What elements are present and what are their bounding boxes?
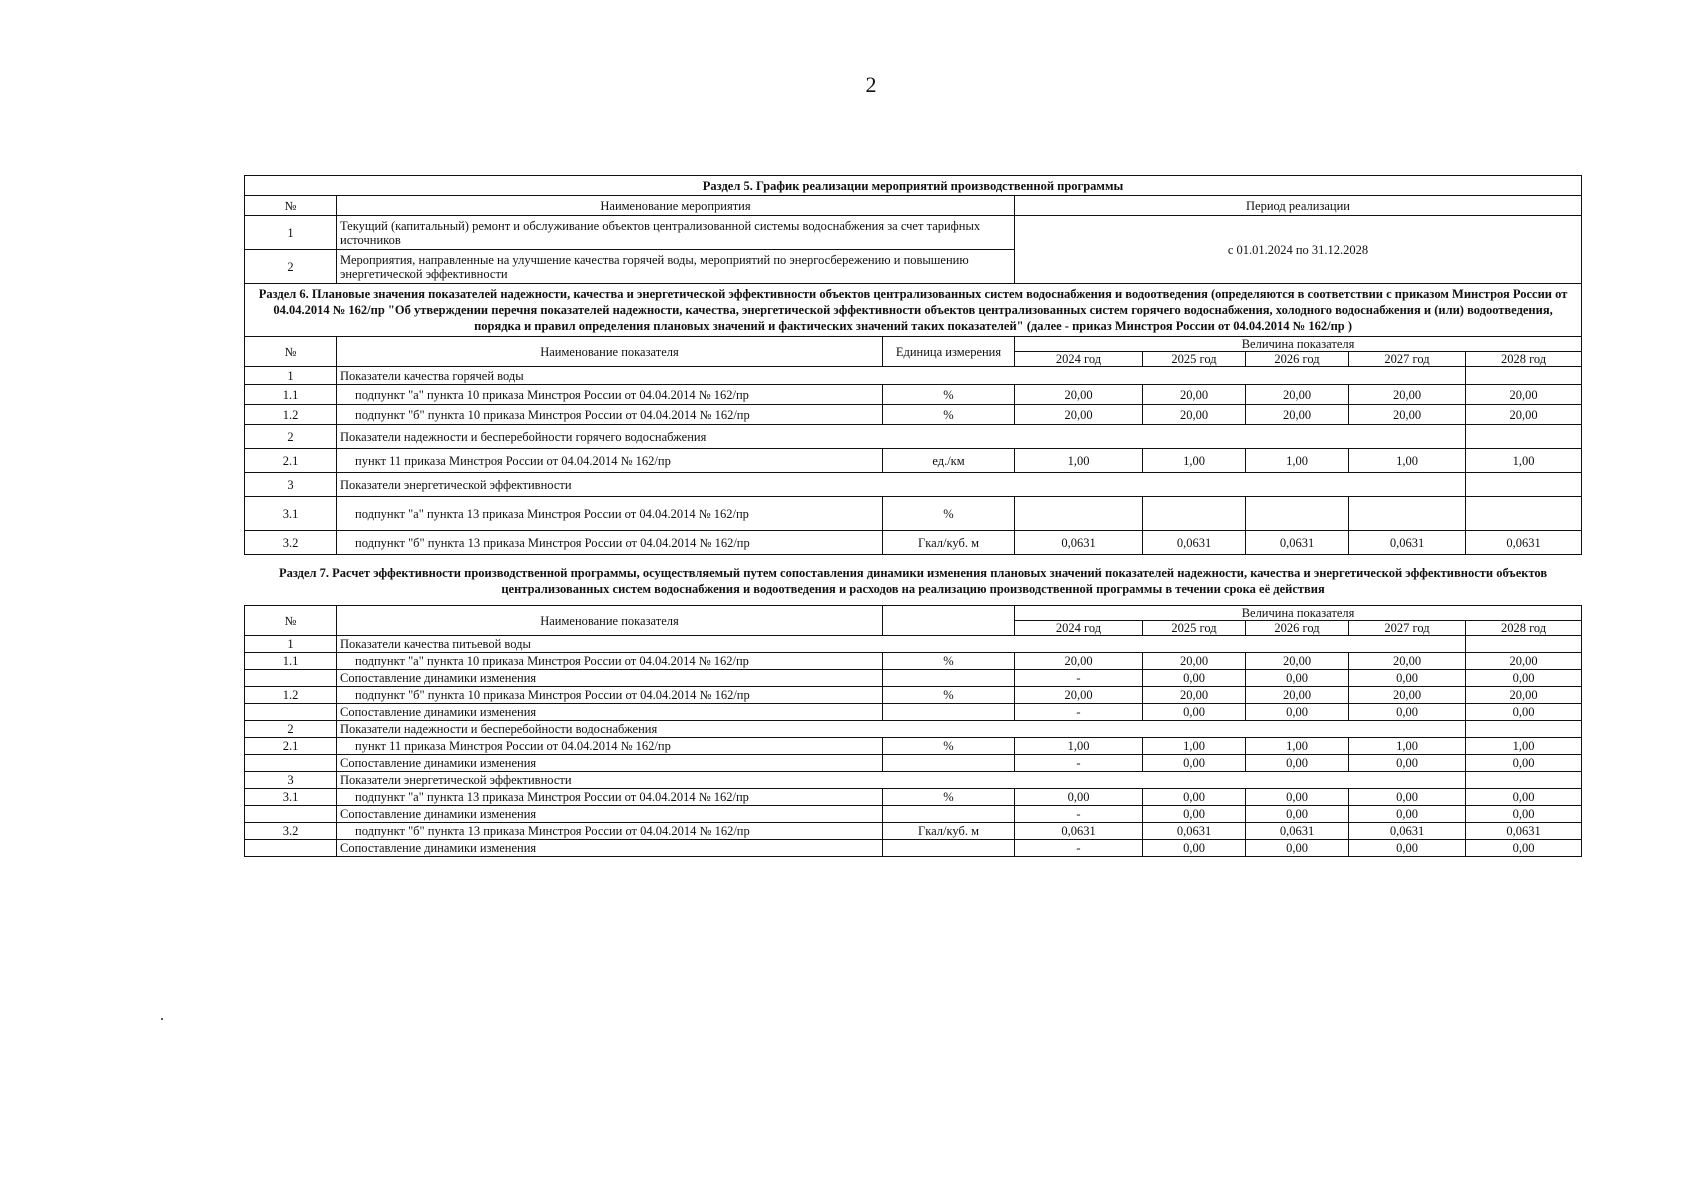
empty-cell <box>1466 721 1582 738</box>
col-no-header: № <box>245 337 337 367</box>
value-cell: 1,00 <box>1015 449 1143 473</box>
indicator-name: подпункт "а" пункта 10 приказа Минстроя России от 04.04.2014 № 162/пр <box>337 653 883 670</box>
group-row <box>245 721 1582 738</box>
value-cell: 0,00 <box>1143 670 1246 687</box>
value-cell: 1,00 <box>1246 738 1349 755</box>
group-name: Показатели энергетической эффективности <box>337 772 1466 789</box>
col-name-header: Наименование показателя <box>337 606 883 636</box>
year-header: 2025 год <box>1143 621 1246 636</box>
value-cell: 0,00 <box>1466 806 1582 823</box>
row-no: 1.2 <box>245 405 337 425</box>
value-cell: 0,00 <box>1349 670 1466 687</box>
value-cell: 0,00 <box>1349 704 1466 721</box>
indicator-row <box>245 405 1582 425</box>
row-no: 1 <box>245 636 337 653</box>
empty-cell <box>1466 425 1582 449</box>
unit-cell: % <box>883 653 1015 670</box>
value-cell <box>1246 497 1349 531</box>
value-cell: 20,00 <box>1015 653 1143 670</box>
group-row <box>245 473 1582 497</box>
group-row <box>245 636 1582 653</box>
group-name: Показатели надежности и бесперебойности водоснабжения <box>337 721 1466 738</box>
indicator-name: пункт 11 приказа Минстроя России от 04.04.2014 № 162/пр <box>337 449 883 473</box>
value-cell: 20,00 <box>1349 385 1466 405</box>
value-cell: 20,00 <box>1015 385 1143 405</box>
value-cell: 0,00 <box>1349 840 1466 857</box>
compare-label: Сопоставление динамики изменения <box>337 704 883 721</box>
value-cell: - <box>1015 806 1143 823</box>
indicator-row <box>245 531 1582 555</box>
row-no: 3.2 <box>245 531 337 555</box>
value-cell: 0,00 <box>1466 789 1582 806</box>
unit-cell: Гкал/куб. м <box>883 823 1015 840</box>
row-no: 2.1 <box>245 449 337 473</box>
compare-row <box>245 704 1582 721</box>
empty-cell <box>1466 636 1582 653</box>
year-header: 2024 год <box>1015 621 1143 636</box>
value-cell: 0,00 <box>1143 789 1246 806</box>
value-cell: 0,00 <box>1466 840 1582 857</box>
row-no: 1.1 <box>245 385 337 405</box>
value-cell: 20,00 <box>1015 405 1143 425</box>
indicator-row <box>245 449 1582 473</box>
value-cell: 20,00 <box>1143 687 1246 704</box>
value-cell <box>1466 497 1582 531</box>
row-no: 1.1 <box>245 653 337 670</box>
col-period-header: Период реализации <box>1015 196 1582 216</box>
value-cell: 0,0631 <box>1015 531 1143 555</box>
value-cell: 1,00 <box>1143 449 1246 473</box>
col-name-header: Наименование показателя <box>337 337 883 367</box>
unit-cell <box>883 806 1015 823</box>
measure-name: Мероприятия, направленные на улучшение качества горячей воды, мероприятий по энергосбережению и повышению энергетической эффективности <box>337 250 1015 284</box>
value-cell: 1,00 <box>1466 738 1582 755</box>
value-cell: 20,00 <box>1349 687 1466 704</box>
row-no: 3 <box>245 772 337 789</box>
compare-row <box>245 670 1582 687</box>
value-cell: 0,00 <box>1143 806 1246 823</box>
value-cell: 0,0631 <box>1349 531 1466 555</box>
value-cell: 20,00 <box>1466 405 1582 425</box>
value-cell: 1,00 <box>1015 738 1143 755</box>
unit-cell <box>883 755 1015 772</box>
year-header: 2026 год <box>1246 352 1349 367</box>
section5-title: Раздел 5. График реализации мероприятий производственной программы <box>245 176 1582 196</box>
unit-cell: % <box>883 738 1015 755</box>
group-row <box>245 772 1582 789</box>
value-cell: - <box>1015 840 1143 857</box>
row-no: 3.1 <box>245 497 337 531</box>
value-cell: 1,00 <box>1143 738 1246 755</box>
group-name: Показатели качества питьевой воды <box>337 636 1466 653</box>
section5-table <box>244 175 1582 284</box>
group-name: Показатели надежности и бесперебойности горячего водоснабжения <box>337 425 1466 449</box>
unit-cell: % <box>883 789 1015 806</box>
value-cell: 20,00 <box>1246 687 1349 704</box>
col-no-header: № <box>245 606 337 636</box>
row-no: 2.1 <box>245 738 337 755</box>
col-unit-header-blank <box>883 606 1015 636</box>
row-no: 1.2 <box>245 687 337 704</box>
col-value-header: Величина показателя <box>1015 606 1582 621</box>
value-cell: 1,00 <box>1349 449 1466 473</box>
value-cell: 0,00 <box>1246 806 1349 823</box>
year-header: 2027 год <box>1349 621 1466 636</box>
scan-speck <box>161 1018 163 1020</box>
value-cell: 0,00 <box>1143 704 1246 721</box>
value-cell: - <box>1015 755 1143 772</box>
value-cell: 0,0631 <box>1015 823 1143 840</box>
section6-table <box>244 284 1582 555</box>
indicator-row <box>245 385 1582 405</box>
year-header: 2027 год <box>1349 352 1466 367</box>
section7-title: Раздел 7. Расчет эффективности производственной программы, осуществляемый путем сопоставления динамики изменения плановых значений показателей надежности, качества и энергетической эффективности объектов централизованных систем водоснабжения и водоотведения и расходов на реализацию производственной программы в течении срока её действия <box>278 566 1548 596</box>
value-cell: 0,0631 <box>1349 823 1466 840</box>
value-cell: 0,00 <box>1466 755 1582 772</box>
section6-title: Раздел 6. Плановые значения показателей надежности, качества и энергетической эффективности объектов централизованных систем водоснабжения и водоотведения (определяются в соответствии с приказом Минстроя России от 04.04.2014 № 162/пр "Об утверждении перечня показателей надежности, качества, энергетической эффективности объектов централизованных систем горячего водоснабжения, холодного водоснабжения и (или) водоотведения, порядка и правил определения плановых значений и фактических значений таких показателей" (далее - приказ Минстроя России от 04.04.2014 № 162/пр ) <box>245 284 1582 337</box>
indicator-row <box>245 497 1582 531</box>
value-cell: 0,0631 <box>1143 531 1246 555</box>
row-no: 2 <box>245 250 337 284</box>
value-cell <box>1349 497 1466 531</box>
col-unit-header: Единица измерения <box>883 337 1015 367</box>
indicator-name: подпункт "б" пункта 13 приказа Минстроя России от 04.04.2014 № 162/пр <box>337 823 883 840</box>
compare-row <box>245 755 1582 772</box>
row-no: 2 <box>245 425 337 449</box>
value-cell: 20,00 <box>1246 405 1349 425</box>
row-no <box>245 670 337 687</box>
indicator-row <box>245 653 1582 670</box>
indicator-row <box>245 738 1582 755</box>
value-cell: 0,00 <box>1349 789 1466 806</box>
row-no <box>245 755 337 772</box>
value-cell: 20,00 <box>1143 385 1246 405</box>
unit-cell: ед./км <box>883 449 1015 473</box>
compare-row <box>245 806 1582 823</box>
value-cell: 0,00 <box>1246 670 1349 687</box>
value-cell: 0,00 <box>1246 704 1349 721</box>
unit-cell: % <box>883 687 1015 704</box>
indicator-name: подпункт "а" пункта 10 приказа Минстроя России от 04.04.2014 № 162/пр <box>337 385 883 405</box>
group-row <box>245 367 1582 385</box>
document-body <box>244 175 1581 857</box>
page-number: 2 <box>865 72 877 97</box>
value-cell: 1,00 <box>1466 449 1582 473</box>
indicator-name: подпункт "б" пункта 13 приказа Минстроя России от 04.04.2014 № 162/пр <box>337 531 883 555</box>
value-cell: 1,00 <box>1349 738 1466 755</box>
value-cell: 0,00 <box>1246 789 1349 806</box>
value-cell: 20,00 <box>1349 405 1466 425</box>
row-no: 3.2 <box>245 823 337 840</box>
compare-label: Сопоставление динамики изменения <box>337 806 883 823</box>
value-cell: 0,00 <box>1143 840 1246 857</box>
year-header: 2024 год <box>1015 352 1143 367</box>
col-no-header: № <box>245 196 337 216</box>
empty-cell <box>1466 473 1582 497</box>
unit-cell <box>883 840 1015 857</box>
value-cell: 0,00 <box>1349 806 1466 823</box>
value-cell: 20,00 <box>1349 653 1466 670</box>
year-header: 2028 год <box>1466 352 1582 367</box>
unit-cell: Гкал/куб. м <box>883 531 1015 555</box>
empty-cell <box>1466 367 1582 385</box>
indicator-name: подпункт "а" пункта 13 приказа Минстроя России от 04.04.2014 № 162/пр <box>337 497 883 531</box>
value-cell: 0,0631 <box>1466 823 1582 840</box>
value-cell: 0,0631 <box>1466 531 1582 555</box>
value-cell: 0,00 <box>1143 755 1246 772</box>
row-no: 1 <box>245 216 337 250</box>
value-cell: 20,00 <box>1246 653 1349 670</box>
value-cell: 20,00 <box>1466 687 1582 704</box>
indicator-row <box>245 687 1582 704</box>
value-cell: 20,00 <box>1246 385 1349 405</box>
value-cell: 0,0631 <box>1143 823 1246 840</box>
group-name: Показатели энергетической эффективности <box>337 473 1466 497</box>
measure-name: Текущий (капитальный) ремонт и обслуживание объектов централизованной системы водоснабжения за счет тарифных источников <box>337 216 1015 250</box>
compare-label: Сопоставление динамики изменения <box>337 840 883 857</box>
value-cell: 0,00 <box>1015 789 1143 806</box>
indicator-row <box>245 789 1582 806</box>
value-cell: 0,0631 <box>1246 823 1349 840</box>
unit-cell: % <box>883 405 1015 425</box>
unit-cell <box>883 704 1015 721</box>
value-cell: 20,00 <box>1015 687 1143 704</box>
value-cell <box>1015 497 1143 531</box>
group-row <box>245 425 1582 449</box>
section7-table <box>244 555 1582 857</box>
row-no: 3.1 <box>245 789 337 806</box>
value-cell: 1,00 <box>1246 449 1349 473</box>
row-no <box>245 840 337 857</box>
period-value: с 01.01.2024 по 31.12.2028 <box>1015 216 1582 284</box>
value-cell: 0,00 <box>1349 755 1466 772</box>
row-no <box>245 704 337 721</box>
year-header: 2025 год <box>1143 352 1246 367</box>
row-no: 2 <box>245 721 337 738</box>
value-cell: 0,00 <box>1246 840 1349 857</box>
value-cell <box>1143 497 1246 531</box>
unit-cell: % <box>883 497 1015 531</box>
group-name: Показатели качества горячей воды <box>337 367 1466 385</box>
unit-cell: % <box>883 385 1015 405</box>
indicator-row <box>245 823 1582 840</box>
year-header: 2026 год <box>1246 621 1349 636</box>
value-cell: 20,00 <box>1143 653 1246 670</box>
indicator-name: подпункт "б" пункта 10 приказа Минстроя России от 04.04.2014 № 162/пр <box>337 687 883 704</box>
compare-label: Сопоставление динамики изменения <box>337 755 883 772</box>
value-cell: 20,00 <box>1143 405 1246 425</box>
row-no: 3 <box>245 473 337 497</box>
compare-label: Сопоставление динамики изменения <box>337 670 883 687</box>
indicator-name: подпункт "а" пункта 13 приказа Минстроя России от 04.04.2014 № 162/пр <box>337 789 883 806</box>
value-cell: 0,00 <box>1246 755 1349 772</box>
value-cell: 20,00 <box>1466 653 1582 670</box>
empty-cell <box>1466 772 1582 789</box>
value-cell: - <box>1015 670 1143 687</box>
value-cell: 0,0631 <box>1246 531 1349 555</box>
year-header: 2028 год <box>1466 621 1582 636</box>
col-value-header: Величина показателя <box>1015 337 1582 352</box>
indicator-name: пункт 11 приказа Минстроя России от 04.04.2014 № 162/пр <box>337 738 883 755</box>
value-cell: 20,00 <box>1466 385 1582 405</box>
compare-row <box>245 840 1582 857</box>
unit-cell <box>883 670 1015 687</box>
row-no: 1 <box>245 367 337 385</box>
col-name-header: Наименование мероприятия <box>337 196 1015 216</box>
indicator-name: подпункт "б" пункта 10 приказа Минстроя России от 04.04.2014 № 162/пр <box>337 405 883 425</box>
value-cell: 0,00 <box>1466 704 1582 721</box>
row-no <box>245 806 337 823</box>
value-cell: - <box>1015 704 1143 721</box>
value-cell: 0,00 <box>1466 670 1582 687</box>
